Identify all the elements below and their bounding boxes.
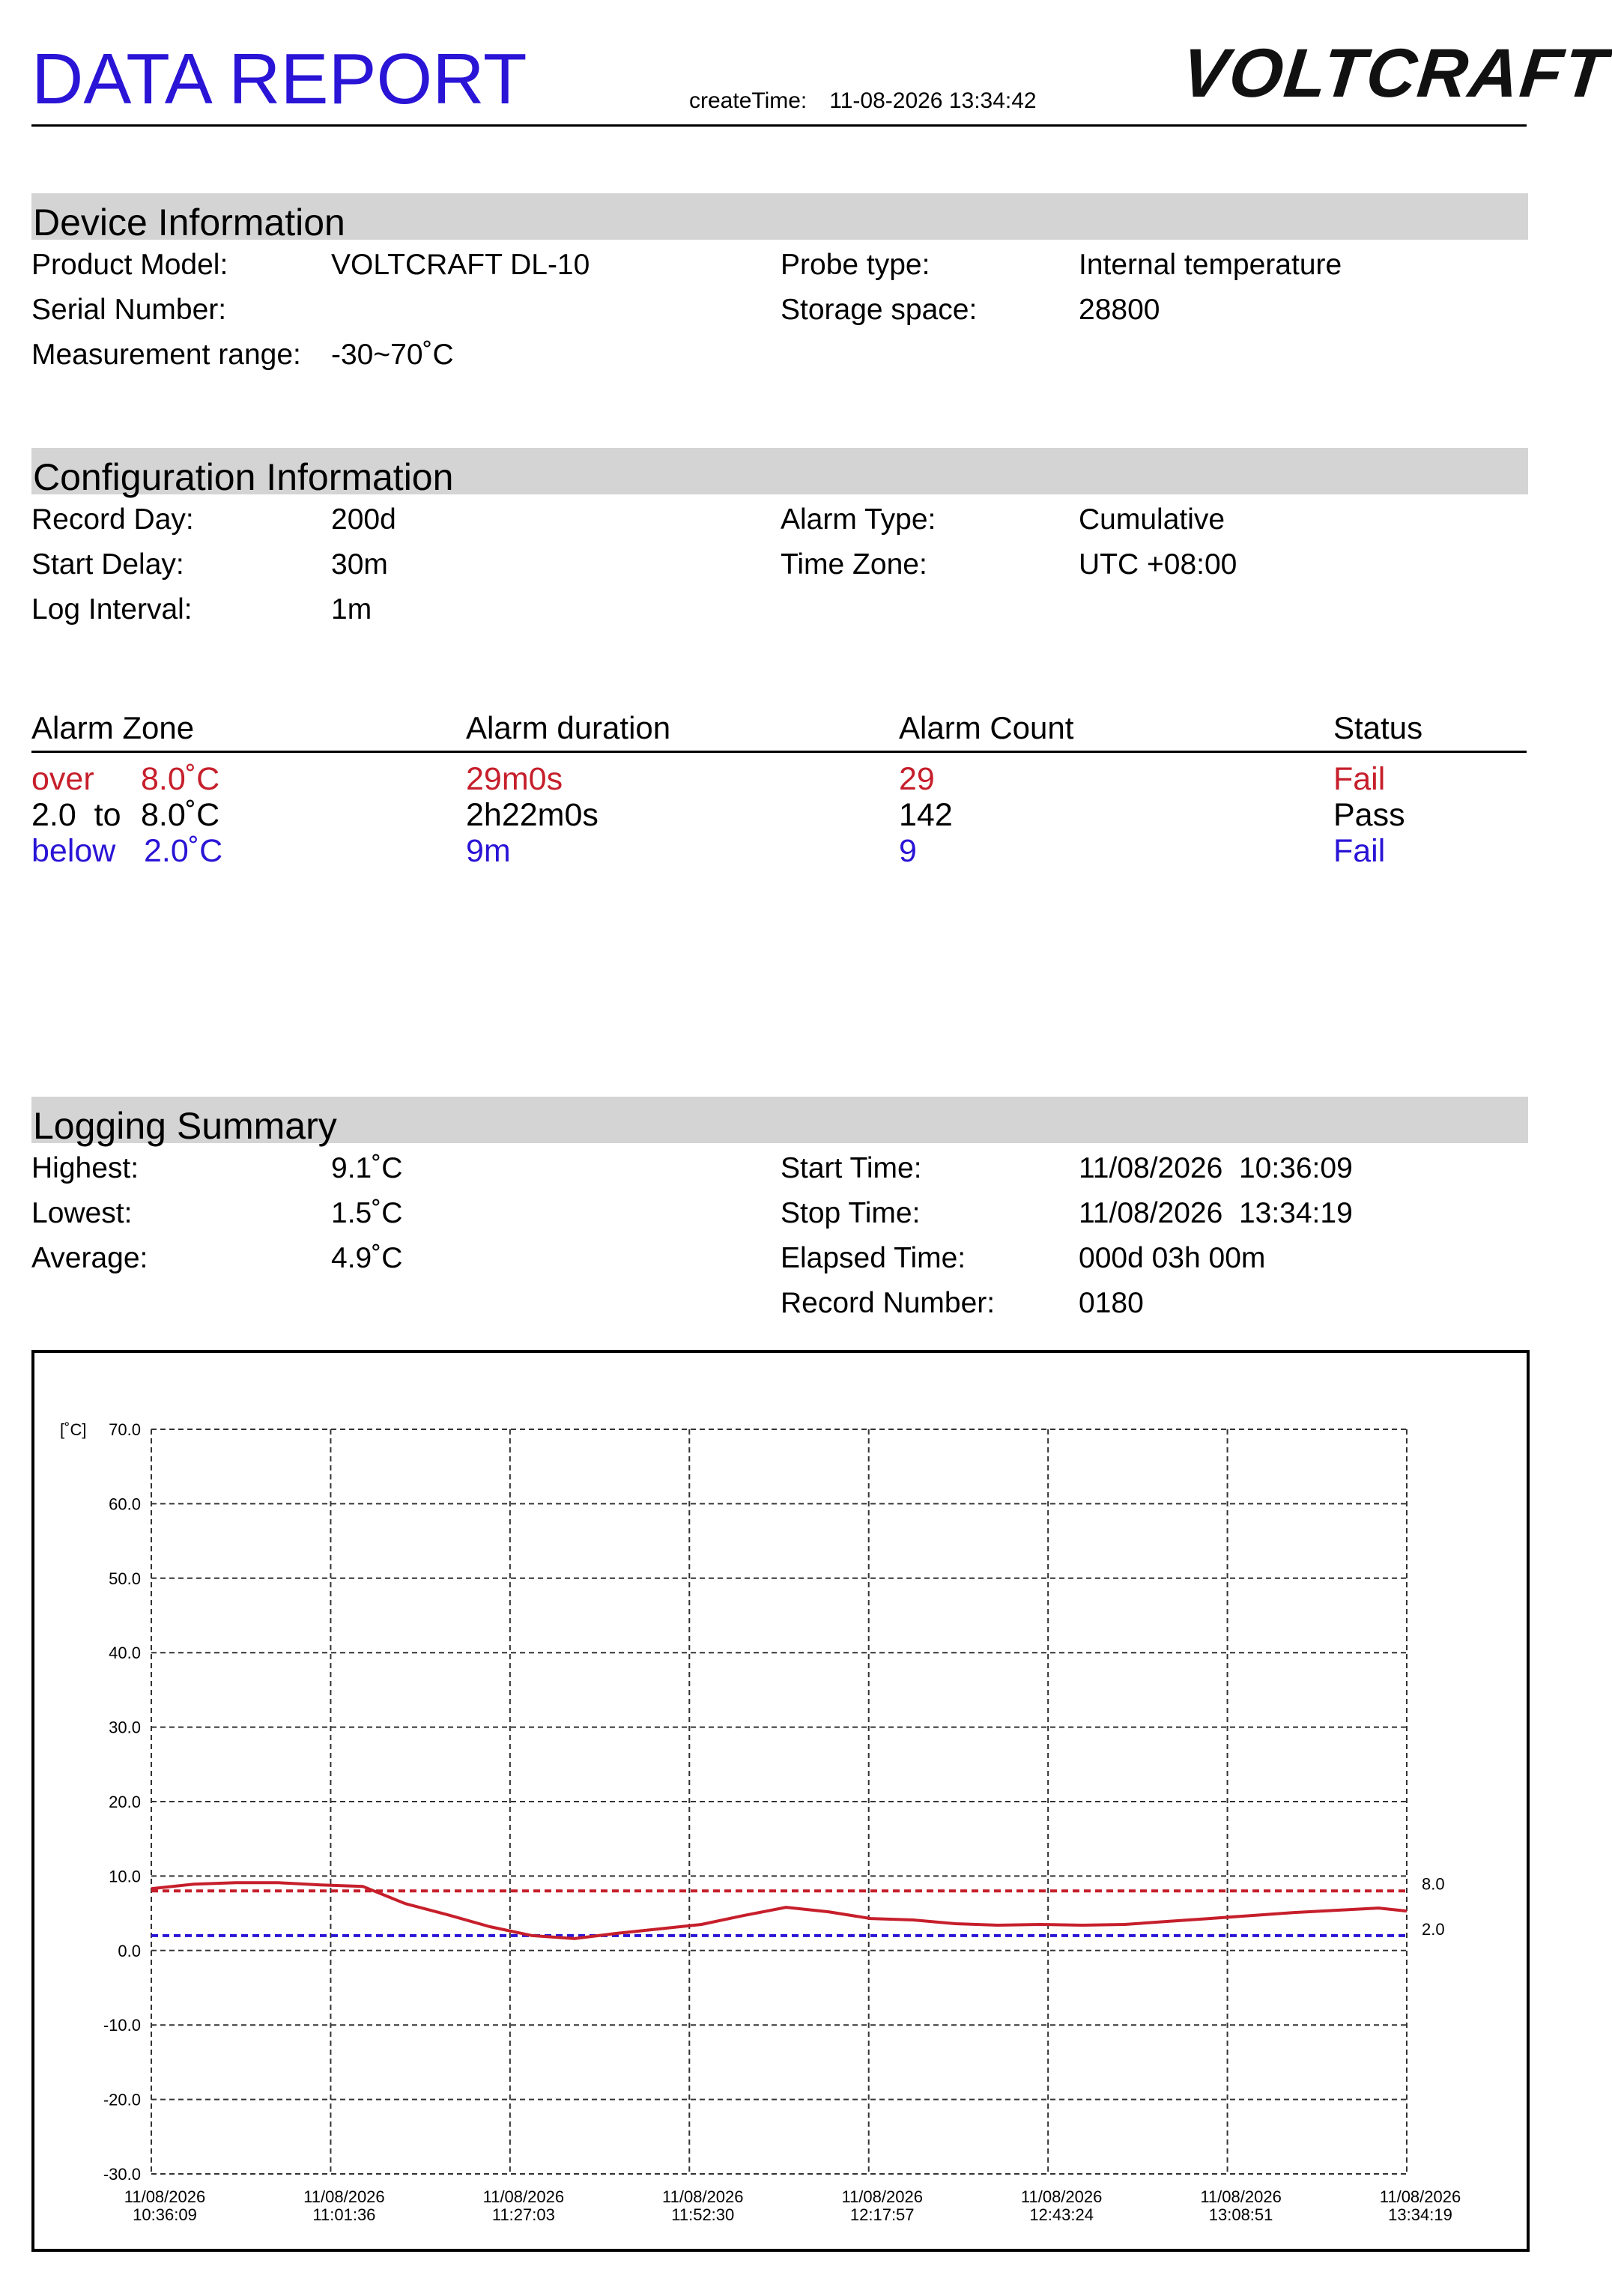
log-interval-label: Log Interval: bbox=[31, 593, 193, 626]
alarm-row-over-zone-a: over bbox=[31, 761, 94, 797]
storage-space-value: 28800 bbox=[1079, 294, 1160, 326]
config-info-heading: Configuration Information bbox=[33, 456, 454, 498]
y-axis-unit-label: [˚C] bbox=[60, 1420, 87, 1439]
x-tick-date-label: 11/08/2026 bbox=[482, 2187, 565, 2206]
x-tick-date-label: 11/08/2026 bbox=[841, 2187, 923, 2206]
time-zone-value: UTC +08:00 bbox=[1079, 548, 1237, 581]
temperature-data-point bbox=[574, 1938, 575, 1939]
alarm-row-normal-status: Pass bbox=[1333, 797, 1405, 833]
y-tick-label: -20.0 bbox=[103, 2090, 141, 2109]
x-tick-time-label: 12:17:57 bbox=[849, 2205, 915, 2224]
alarm-row-below-count: 9 bbox=[899, 833, 917, 869]
device-info-heading: Device Information bbox=[33, 202, 345, 243]
alarm-row-over-status: Fail bbox=[1333, 761, 1386, 797]
x-tick-time-label: 13:34:19 bbox=[1388, 2205, 1452, 2224]
y-tick-label: 0.0 bbox=[118, 1941, 141, 1960]
alarm-row-below-status: Fail bbox=[1333, 833, 1386, 869]
temperature-data-point bbox=[404, 1903, 405, 1904]
report-title: DATA REPORT bbox=[31, 39, 527, 119]
y-tick-label: 40.0 bbox=[109, 1644, 141, 1663]
alarm-type-label: Alarm Type: bbox=[781, 503, 936, 536]
alarm-row-normal-duration: 2h22m0s bbox=[466, 797, 599, 833]
elapsed-time-label: Elapsed Time: bbox=[781, 1242, 966, 1274]
y-tick-label: -30.0 bbox=[103, 2165, 141, 2184]
alarm-row-normal-zone-a: 2.0 to bbox=[31, 797, 121, 833]
temperature-data-point bbox=[193, 1884, 194, 1885]
temperature-data-point bbox=[743, 1915, 744, 1916]
y-tick-label: 70.0 bbox=[109, 1420, 141, 1439]
lowest-value: 1.5˚C bbox=[331, 1197, 403, 1229]
x-tick-time-label: 11:52:30 bbox=[671, 2205, 735, 2224]
temperature-data-point bbox=[701, 1924, 702, 1925]
probe-type-label: Probe type: bbox=[781, 249, 930, 281]
stop-time-value: 11/08/2026 13:34:19 bbox=[1079, 1197, 1353, 1229]
average-value: 4.9˚C bbox=[331, 1242, 403, 1274]
temperature-data-point bbox=[870, 1918, 871, 1919]
x-tick-time-label: 10:36:09 bbox=[133, 2205, 197, 2224]
x-tick-time-label: 13:08:51 bbox=[1208, 2205, 1273, 2224]
x-tick-time-label: 11:01:36 bbox=[312, 2205, 376, 2224]
alarm-duration-header: Alarm duration bbox=[466, 710, 671, 745]
product-model-value: VOLTCRAFT DL-10 bbox=[331, 249, 590, 281]
alarm-type-value: Cumulative bbox=[1079, 503, 1225, 536]
stop-time-label: Stop Time: bbox=[781, 1197, 921, 1229]
x-tick-time-label: 11:27:03 bbox=[491, 2205, 555, 2224]
y-tick-label: -10.0 bbox=[103, 2016, 141, 2035]
highest-label: Highest: bbox=[31, 1152, 139, 1184]
start-time-value: 11/08/2026 10:36:09 bbox=[1079, 1152, 1353, 1184]
temperature-data-point bbox=[235, 1882, 236, 1883]
storage-space-label: Storage space: bbox=[781, 294, 978, 326]
y-tick-label: 20.0 bbox=[109, 1793, 141, 1811]
x-tick-date-label: 11/08/2026 bbox=[1200, 2187, 1282, 2206]
logging-summary-heading: Logging Summary bbox=[33, 1105, 337, 1147]
start-delay-value: 30m bbox=[331, 548, 388, 581]
alarm-row-over-zone-b: 8.0˚C bbox=[141, 761, 220, 797]
x-tick-date-label: 11/08/2026 bbox=[1379, 2187, 1461, 2206]
temperature-data-point bbox=[1378, 1908, 1379, 1909]
temperature-data-point bbox=[489, 1926, 490, 1927]
alarm-zone-header: Alarm Zone bbox=[31, 710, 195, 745]
temperature-data-point bbox=[1407, 1911, 1408, 1912]
temperature-data-point bbox=[1251, 1915, 1252, 1916]
y-tick-label: 60.0 bbox=[109, 1494, 141, 1514]
serial-number-label: Serial Number: bbox=[31, 294, 227, 326]
y-tick-label: 10.0 bbox=[109, 1867, 141, 1886]
measurement-range-label: Measurement range: bbox=[31, 339, 301, 371]
x-tick-time-label: 12:43:24 bbox=[1029, 2205, 1094, 2224]
threshold-label: 2.0 bbox=[1422, 1919, 1445, 1939]
temperature-data-point bbox=[532, 1935, 533, 1936]
elapsed-time-value: 000d 03h 00m bbox=[1079, 1242, 1266, 1274]
temperature-series-line bbox=[151, 1882, 1407, 1939]
alarm-row-normal-zone-b: 8.0˚C bbox=[141, 797, 220, 833]
lowest-label: Lowest: bbox=[31, 1197, 133, 1229]
start-time-label: Start Time: bbox=[781, 1152, 922, 1184]
x-tick-date-label: 11/08/2026 bbox=[662, 2187, 744, 2206]
alarm-count-header: Alarm Count bbox=[899, 710, 1074, 745]
average-label: Average: bbox=[31, 1242, 148, 1274]
status-header: Status bbox=[1333, 710, 1423, 745]
time-zone-label: Time Zone: bbox=[781, 548, 927, 581]
x-tick-date-label: 11/08/2026 bbox=[124, 2187, 206, 2206]
create-time-value: 11-08-2026 13:34:42 bbox=[829, 88, 1037, 113]
temperature-data-point bbox=[1209, 1918, 1210, 1919]
temperature-data-point bbox=[278, 1882, 279, 1883]
record-day-label: Record Day: bbox=[31, 503, 194, 536]
alarm-row-below-duration: 9m bbox=[466, 833, 511, 869]
voltcraft-logo: VOLTCRAFT bbox=[1178, 35, 1612, 112]
y-tick-label: 30.0 bbox=[109, 1718, 141, 1737]
alarm-row-normal-count: 142 bbox=[899, 797, 953, 833]
temperature-data-point bbox=[151, 1888, 152, 1889]
alarm-row-over-count: 29 bbox=[899, 761, 935, 797]
temperature-data-point bbox=[912, 1920, 913, 1921]
log-interval-value: 1m bbox=[331, 593, 372, 626]
temperature-data-point bbox=[997, 1925, 998, 1926]
measurement-range-value: -30~70˚C bbox=[331, 339, 454, 371]
temperature-data-point bbox=[1124, 1924, 1125, 1925]
temperature-data-point bbox=[1166, 1921, 1167, 1922]
temperature-data-point bbox=[658, 1928, 659, 1929]
alarm-row-below-zone-a: below bbox=[31, 833, 116, 869]
record-day-value: 200d bbox=[331, 503, 396, 536]
product-model-label: Product Model: bbox=[31, 249, 228, 281]
threshold-label: 8.0 bbox=[1422, 1874, 1445, 1894]
x-tick-date-label: 11/08/2026 bbox=[303, 2187, 385, 2206]
x-tick-date-label: 11/08/2026 bbox=[1020, 2187, 1103, 2206]
alarm-row-over-duration: 29m0s bbox=[466, 761, 563, 797]
probe-type-value: Internal temperature bbox=[1079, 249, 1342, 281]
temperature-data-point bbox=[786, 1907, 787, 1908]
create-time-label: createTime: bbox=[689, 88, 807, 113]
alarm-row-below-zone-b: 2.0˚C bbox=[144, 833, 223, 869]
highest-value: 9.1˚C bbox=[331, 1152, 403, 1184]
start-delay-label: Start Delay: bbox=[31, 548, 184, 581]
y-tick-label: 50.0 bbox=[109, 1569, 141, 1588]
record-number-label: Record Number: bbox=[781, 1287, 996, 1319]
record-number-value: 0180 bbox=[1079, 1287, 1144, 1319]
